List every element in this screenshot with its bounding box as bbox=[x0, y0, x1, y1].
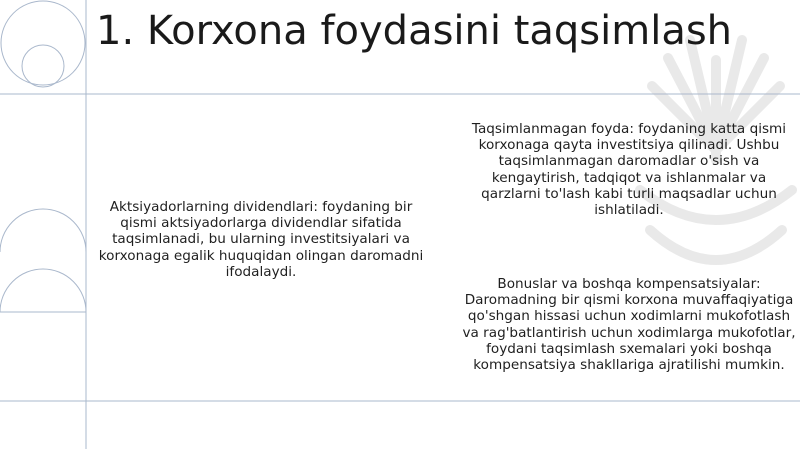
bonuses-text: Bonuslar va boshqa kompensatsiyalar: Daromadning bir qismi korxona muvaffaqiyatiga qo'shgan hissasi uchun xodimlarni mukofotlash va rag'batlantirish uchun xodimlarga mukofotlar, foydani taqsimlash sxemalari yoki boshqa kompensatsiya shakllariga ajratilishi mumkin. bbox=[462, 276, 796, 374]
decor-circle-small bbox=[22, 45, 64, 87]
decor-circle-large bbox=[1, 1, 85, 85]
decor-arc-lower bbox=[0, 269, 86, 312]
decor-arc-upper bbox=[0, 209, 86, 252]
retained-earnings-text: Taqsimlanmagan foyda: foydaning katta qismi korxonaga qayta investitsiya qilinadi. Ushbu taqsimlanmagan daromadlar o'sish va kengaytirish, tadqiqot va ishlanmalar va qarzlarni to'lash kabi turli maqsadlar uchun ishlatiladi. bbox=[471, 121, 787, 219]
dividends-text: Aktsiyadorlarning dividendlari: foydaning bir qismi aktsiyadorlarga dividendlar sifatida taqsimlanadi, bu ularning investitsiyalari va korxonaga egalik huquqidan olingan daromadni ifodalaydi. bbox=[98, 199, 424, 280]
slide-title: 1. Korxona foydasini taqsimlash bbox=[96, 8, 733, 54]
